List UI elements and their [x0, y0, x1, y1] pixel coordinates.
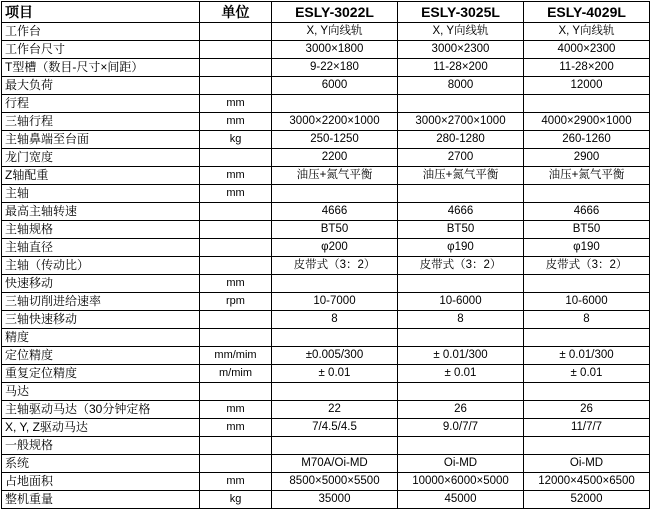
- row-value-2: ± 0.01/300: [398, 347, 524, 365]
- row-item: 工作台尺寸: [2, 41, 200, 59]
- row-unit: rpm: [200, 293, 272, 311]
- row-value-2: 26: [398, 401, 524, 419]
- row-value-3: [524, 383, 650, 401]
- row-value-3: 10-6000: [524, 293, 650, 311]
- row-value-1: 8500×5000×5500: [272, 473, 398, 491]
- row-value-3: ± 0.01: [524, 365, 650, 383]
- row-value-3: 4666: [524, 203, 650, 221]
- row-value-1: [272, 275, 398, 293]
- row-unit: m/mim: [200, 365, 272, 383]
- table-row: [2, 203, 650, 221]
- row-value-2: [398, 185, 524, 203]
- row-value-2: [398, 275, 524, 293]
- row-value-1: [272, 383, 398, 401]
- table-row: [2, 185, 650, 203]
- row-value-1: 2200: [272, 149, 398, 167]
- table-row: [2, 383, 650, 401]
- row-item: 主轴鼻端至台面: [2, 131, 200, 149]
- row-item: Z轴配重: [2, 167, 200, 185]
- row-unit: [200, 257, 272, 275]
- row-value-3: [524, 95, 650, 113]
- table-row: [2, 473, 650, 491]
- table-row: [2, 401, 650, 419]
- row-value-3: [524, 329, 650, 347]
- row-value-3: [524, 185, 650, 203]
- row-value-1: BT50: [272, 221, 398, 239]
- table-row: [2, 275, 650, 293]
- row-value-2: BT50: [398, 221, 524, 239]
- row-item: 龙门宽度: [2, 149, 200, 167]
- row-value-1: φ200: [272, 239, 398, 257]
- row-value-2: 45000: [398, 491, 524, 509]
- row-value-3: 8: [524, 311, 650, 329]
- row-unit: [200, 221, 272, 239]
- row-value-1: 8: [272, 311, 398, 329]
- table-row: [2, 113, 650, 131]
- row-value-3: φ190: [524, 239, 650, 257]
- row-value-2: [398, 329, 524, 347]
- row-value-3: 2900: [524, 149, 650, 167]
- row-item: 快速移动: [2, 275, 200, 293]
- row-unit: kg: [200, 131, 272, 149]
- row-value-2: 油压+氮气平衡: [398, 167, 524, 185]
- table-row: [2, 491, 650, 509]
- row-value-2: 3000×2300: [398, 41, 524, 59]
- row-unit: [200, 311, 272, 329]
- row-value-1: 7/4.5/4.5: [272, 419, 398, 437]
- row-value-2: [398, 95, 524, 113]
- row-value-1: 22: [272, 401, 398, 419]
- row-item: 三轴切削进给速率: [2, 293, 200, 311]
- table-row: [2, 167, 650, 185]
- row-value-3: 52000: [524, 491, 650, 509]
- table-row: [2, 293, 650, 311]
- row-value-2: [398, 383, 524, 401]
- column-header-item: 项目: [2, 2, 200, 23]
- row-item: 三轴行程: [2, 113, 200, 131]
- row-item: 重复定位精度: [2, 365, 200, 383]
- table-row: [2, 257, 650, 275]
- table-row: [2, 347, 650, 365]
- row-value-2: X, Y向线轨: [398, 23, 524, 41]
- column-header-model-1: ESLY-3022L: [272, 2, 398, 23]
- row-item: 定位精度: [2, 347, 200, 365]
- row-item: 工作台: [2, 23, 200, 41]
- table-row: [2, 239, 650, 257]
- row-unit: mm: [200, 185, 272, 203]
- row-unit: [200, 203, 272, 221]
- row-value-2: 11-28×200: [398, 59, 524, 77]
- row-unit: mm: [200, 401, 272, 419]
- row-item: 行程: [2, 95, 200, 113]
- table-row: [2, 95, 650, 113]
- row-item: 主轴: [2, 185, 200, 203]
- table-body: [2, 2, 650, 509]
- row-value-3: [524, 275, 650, 293]
- row-item: 最高主轴转速: [2, 203, 200, 221]
- table-header-row: [2, 2, 650, 23]
- row-value-2: 10000×6000×5000: [398, 473, 524, 491]
- row-item: 马达: [2, 383, 200, 401]
- row-value-2: 10-6000: [398, 293, 524, 311]
- row-value-1: 10-7000: [272, 293, 398, 311]
- row-value-1: 3000×2200×1000: [272, 113, 398, 131]
- row-value-2: 3000×2700×1000: [398, 113, 524, 131]
- row-value-3: 26: [524, 401, 650, 419]
- row-item: 整机重量: [2, 491, 200, 509]
- table-row: [2, 365, 650, 383]
- row-item: X, Y, Z驱动马达: [2, 419, 200, 437]
- row-unit: [200, 455, 272, 473]
- row-value-2: 8: [398, 311, 524, 329]
- row-value-2: 皮带式（3：2）: [398, 257, 524, 275]
- row-unit: kg: [200, 491, 272, 509]
- row-value-3: 4000×2900×1000: [524, 113, 650, 131]
- row-item: 一般规格: [2, 437, 200, 455]
- row-value-1: 皮带式（3：2）: [272, 257, 398, 275]
- row-unit: [200, 59, 272, 77]
- row-value-2: ± 0.01: [398, 365, 524, 383]
- row-unit: [200, 239, 272, 257]
- row-value-3: BT50: [524, 221, 650, 239]
- row-value-1: 3000×1800: [272, 41, 398, 59]
- row-value-3: 4000×2300: [524, 41, 650, 59]
- row-value-2: 280-1280: [398, 131, 524, 149]
- row-value-3: 12000: [524, 77, 650, 95]
- row-value-1: 9-22×180: [272, 59, 398, 77]
- row-item: 三轴快速移动: [2, 311, 200, 329]
- row-item: 系统: [2, 455, 200, 473]
- column-header-unit: 单位: [200, 2, 272, 23]
- row-unit: [200, 437, 272, 455]
- row-value-3: 12000×4500×6500: [524, 473, 650, 491]
- row-value-3: 皮带式（3：2）: [524, 257, 650, 275]
- table-row: [2, 419, 650, 437]
- row-value-1: 250-1250: [272, 131, 398, 149]
- row-unit: [200, 23, 272, 41]
- row-value-1: [272, 437, 398, 455]
- row-value-2: 9.0/7/7: [398, 419, 524, 437]
- table-row: [2, 437, 650, 455]
- row-unit: [200, 383, 272, 401]
- row-unit: mm: [200, 473, 272, 491]
- row-value-3: 11/7/7: [524, 419, 650, 437]
- row-item: T型槽（数目-尺寸×间距）: [2, 59, 200, 77]
- table-row: [2, 311, 650, 329]
- row-value-2: 2700: [398, 149, 524, 167]
- table-row: [2, 221, 650, 239]
- row-value-3: 260-1260: [524, 131, 650, 149]
- row-value-3: X, Y向线轨: [524, 23, 650, 41]
- row-unit: [200, 41, 272, 59]
- row-value-2: Oi-MD: [398, 455, 524, 473]
- row-value-1: ± 0.01: [272, 365, 398, 383]
- row-value-2: φ190: [398, 239, 524, 257]
- table-row: [2, 131, 650, 149]
- row-value-2: [398, 437, 524, 455]
- row-unit: [200, 77, 272, 95]
- row-value-1: M70A/Oi-MD: [272, 455, 398, 473]
- row-unit: mm/mim: [200, 347, 272, 365]
- column-header-model-3: ESLY-4029L: [524, 2, 650, 23]
- row-value-2: 4666: [398, 203, 524, 221]
- row-unit: mm: [200, 167, 272, 185]
- row-value-1: 油压+氮气平衡: [272, 167, 398, 185]
- row-item: 主轴（传动比）: [2, 257, 200, 275]
- row-value-2: 8000: [398, 77, 524, 95]
- row-value-1: 4666: [272, 203, 398, 221]
- row-unit: mm: [200, 113, 272, 131]
- row-value-1: [272, 95, 398, 113]
- row-item: 最大负荷: [2, 77, 200, 95]
- table-row: [2, 59, 650, 77]
- row-value-1: ±0.005/300: [272, 347, 398, 365]
- table-row: [2, 329, 650, 347]
- row-unit: [200, 149, 272, 167]
- row-value-3: [524, 437, 650, 455]
- table-row: [2, 455, 650, 473]
- table-row: [2, 77, 650, 95]
- row-unit: mm: [200, 95, 272, 113]
- row-value-1: X, Y向线轨: [272, 23, 398, 41]
- row-value-3: 11-28×200: [524, 59, 650, 77]
- row-item: 主轴直径: [2, 239, 200, 257]
- row-unit: mm: [200, 419, 272, 437]
- row-item: 占地面积: [2, 473, 200, 491]
- row-value-1: 35000: [272, 491, 398, 509]
- row-item: 精度: [2, 329, 200, 347]
- table-row: [2, 41, 650, 59]
- row-value-3: 油压+氮气平衡: [524, 167, 650, 185]
- column-header-model-2: ESLY-3025L: [398, 2, 524, 23]
- row-value-1: [272, 185, 398, 203]
- row-value-1: 6000: [272, 77, 398, 95]
- row-value-3: Oi-MD: [524, 455, 650, 473]
- row-value-1: [272, 329, 398, 347]
- row-item: 主轴驱动马达（30分钟定格: [2, 401, 200, 419]
- row-unit: [200, 329, 272, 347]
- table-row: [2, 23, 650, 41]
- row-value-3: ± 0.01/300: [524, 347, 650, 365]
- specification-table: [1, 1, 650, 509]
- row-unit: mm: [200, 275, 272, 293]
- table-row: [2, 149, 650, 167]
- row-item: 主轴规格: [2, 221, 200, 239]
